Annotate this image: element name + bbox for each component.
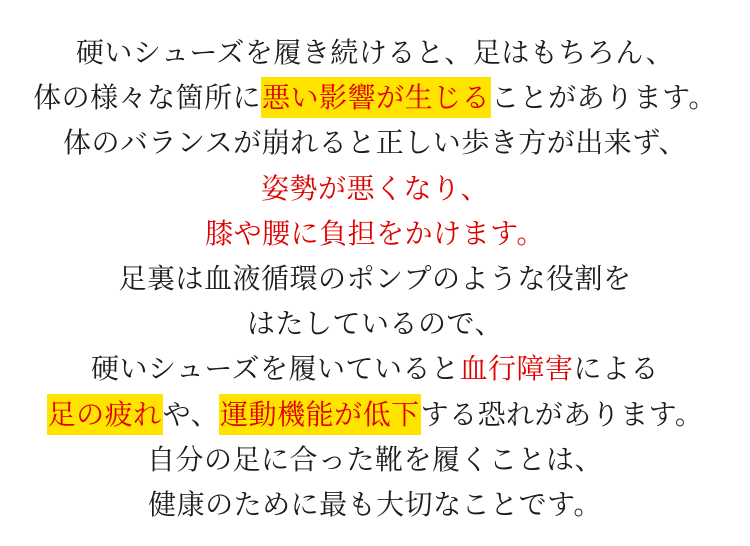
red-text-segment: 姿勢が悪くなり、 <box>260 171 489 205</box>
text-line <box>0 166 750 211</box>
highlighted-text-segment: 足の疲れ <box>47 394 163 435</box>
text-line <box>0 30 750 75</box>
text-line <box>0 75 750 120</box>
text-segment: 健康のために最も大切なことです。 <box>148 488 602 522</box>
text-segment: 体の様々な箇所に <box>33 81 262 115</box>
red-text-segment: 血行障害 <box>459 352 574 386</box>
highlighted-text-segment: 悪い影響が生じる <box>261 77 491 118</box>
red-text-segment: 膝や腰に負担をかけます。 <box>205 216 545 250</box>
text-line <box>0 346 750 391</box>
text-segment: による <box>573 352 660 386</box>
text-line <box>0 211 750 256</box>
text-segment: 硬いシューズを履き続けると、足はもちろん、 <box>75 36 675 69</box>
text-segment: 硬いシューズを履いていると <box>90 352 460 386</box>
text-line <box>0 120 750 165</box>
text-segment: ことがあります。 <box>491 81 717 115</box>
text-segment: 自分の足に合った靴を履くことは、 <box>146 442 603 476</box>
text-line <box>0 482 750 527</box>
text-segment: 足裏は血液循環のポンプのような役割を <box>118 262 632 296</box>
text-segment: する恐れがあります。 <box>420 397 704 431</box>
text-segment: や、 <box>162 397 220 431</box>
text-line <box>0 437 750 482</box>
text-line <box>0 256 750 301</box>
text-segment: 体のバランスが崩れると正しい歩き方が出来ず、 <box>63 126 687 160</box>
highlighted-text-segment: 運動機能が低下 <box>219 394 421 435</box>
text-line <box>0 392 750 437</box>
text-segment: はたしているので、 <box>247 307 503 341</box>
text-line <box>0 301 750 346</box>
